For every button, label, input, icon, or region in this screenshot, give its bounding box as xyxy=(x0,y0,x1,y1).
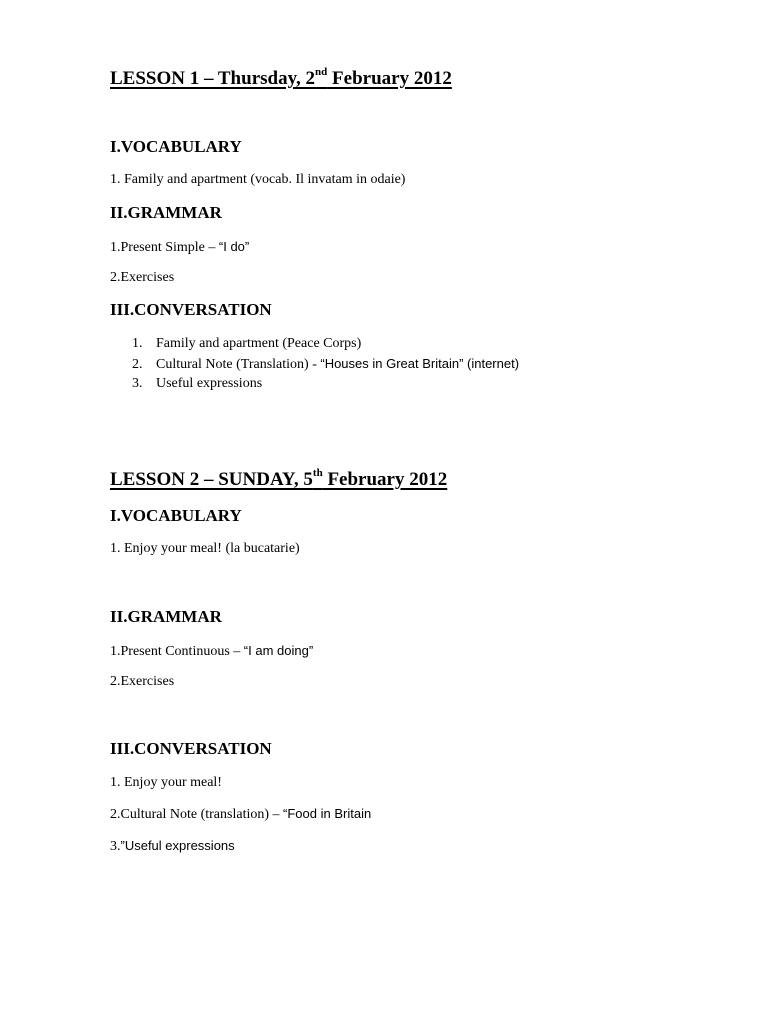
list-item xyxy=(132,374,519,394)
lesson-2-conversation-item-1: 1. Enjoy your meal! xyxy=(110,775,222,790)
list-item-quote: “Houses in Great Britain” (internet) xyxy=(320,356,520,371)
lesson-1-conversation-heading: III.CONVERSATION xyxy=(110,300,272,319)
lesson-2-vocabulary-item: 1. Enjoy your meal! (la bucatarie) xyxy=(110,541,300,556)
lesson-1-title-date: February 2012 xyxy=(327,68,452,89)
lesson-2-grammar-item-1-quote: “I am doing” xyxy=(243,643,314,658)
list-item-text: Family and apartment (Peace Corps) xyxy=(156,336,362,351)
lesson-1-vocabulary-item: 1. Family and apartment (vocab. Il invatam in odaie) xyxy=(110,172,406,187)
lesson-1-grammar-item-2: 2.Exercises xyxy=(110,270,175,285)
lesson-2-conversation-heading: III.CONVERSATION xyxy=(110,739,272,758)
lesson-1-vocabulary-heading: I.VOCABULARY xyxy=(110,137,242,156)
lesson-2-conversation-item-2 xyxy=(110,806,371,823)
lesson-2-conversation-item-3-number: 3. xyxy=(110,839,121,854)
lesson-2-conversation-item-2-text: 2.Cultural Note (translation) – xyxy=(110,807,284,822)
list-item xyxy=(132,334,519,354)
lesson-1-title-main: LESSON 1 – Thursday, 2 xyxy=(110,68,316,89)
lesson-1-grammar-heading: II.GRAMMAR xyxy=(110,203,222,222)
list-item-number: 3. xyxy=(132,376,143,391)
lesson-1-grammar-item-1-text: 1.Present Simple – xyxy=(110,240,219,255)
lesson-1-title xyxy=(110,68,452,90)
lesson-1-title-ordinal: nd xyxy=(315,66,328,78)
lesson-1-grammar-item-1 xyxy=(110,239,249,256)
lesson-2-grammar-heading: II.GRAMMAR xyxy=(110,607,222,626)
lesson-2-conversation-item-3 xyxy=(110,838,235,855)
lesson-2-title-ordinal: th xyxy=(312,467,323,479)
list-item-text: Cultural Note (Translation) - xyxy=(156,357,321,372)
list-item-number: 1. xyxy=(132,336,143,351)
lesson-2-title xyxy=(110,469,447,491)
list-item-number: 2. xyxy=(132,357,143,372)
lesson-2-title-main: LESSON 2 – SUNDAY, 5 xyxy=(110,469,313,490)
lesson-1-conversation-list xyxy=(132,334,519,394)
lesson-1-grammar-item-1-quote: “I do” xyxy=(218,239,250,254)
lesson-2-title-date: February 2012 xyxy=(322,469,448,490)
lesson-2-conversation-item-2-quote: “Food in Britain xyxy=(283,806,372,821)
lesson-2-grammar-item-2: 2.Exercises xyxy=(110,674,175,689)
list-item xyxy=(132,354,519,374)
lesson-2-conversation-item-3-text: ”Useful expressions xyxy=(120,838,235,853)
lesson-2-grammar-item-1 xyxy=(110,643,313,660)
lesson-2-vocabulary-heading: I.VOCABULARY xyxy=(110,506,242,525)
lesson-2-grammar-item-1-text: 1.Present Continuous – xyxy=(110,644,244,659)
list-item-text: Useful expressions xyxy=(156,376,263,391)
